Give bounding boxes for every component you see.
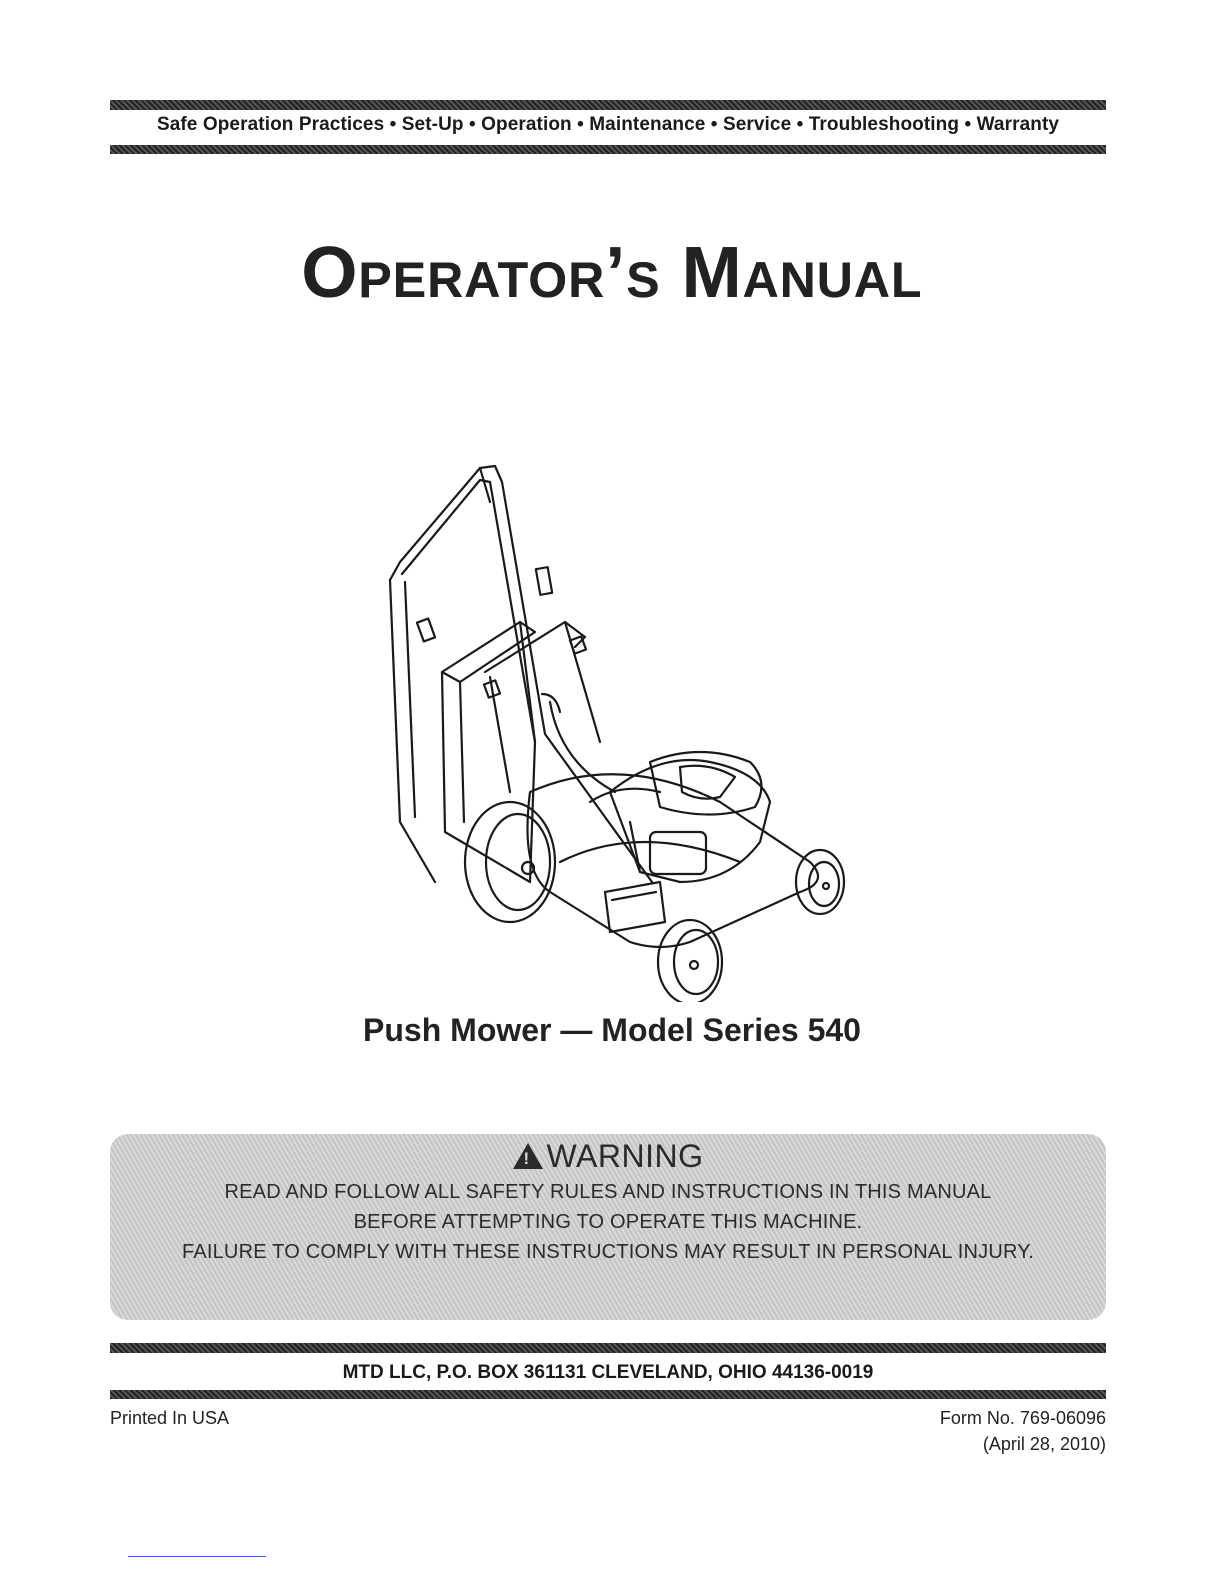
warning-heading-text: WARNING <box>546 1138 704 1174</box>
warning-triangle-icon <box>513 1143 543 1169</box>
form-number: Form No. 769-06096 <box>939 1408 1106 1428</box>
push-mower-illustration <box>360 462 860 1002</box>
address-rule-lower <box>110 1390 1106 1399</box>
printed-in-usa: Printed In USA <box>110 1408 230 1428</box>
manual-title: Operator’s Manual <box>301 233 923 313</box>
warning-box <box>110 1134 1106 1320</box>
company-address: MTD LLC, P.O. BOX 361131 CLEVELAND, OHIO 44136-0019 <box>342 1362 874 1383</box>
mower-drawing <box>360 462 860 1002</box>
top-rule-lower <box>110 145 1106 154</box>
model-subtitle: Push Mower — Model Series 540 <box>363 1012 861 1048</box>
address-rule-upper <box>110 1343 1106 1353</box>
link-underline <box>128 1556 266 1557</box>
top-rule-upper <box>110 100 1106 110</box>
warning-heading <box>110 1138 1106 1175</box>
warning-line-2: BEFORE ATTEMPTING TO OPERATE THIS MACHINE. <box>353 1211 863 1233</box>
warning-line-3: FAILURE TO COMPLY WITH THESE INSTRUCTIONS MAY RESULT IN PERSONAL INJURY. <box>182 1241 1034 1263</box>
form-date: (April 28, 2010) <box>982 1434 1106 1454</box>
warning-line-1: READ AND FOLLOW ALL SAFETY RULES AND INSTRUCTIONS IN THIS MANUAL <box>224 1181 992 1203</box>
topics-bar: Safe Operation Practices • Set-Up • Operation • Maintenance • Service • Troubleshooting • Warranty <box>156 114 1060 135</box>
